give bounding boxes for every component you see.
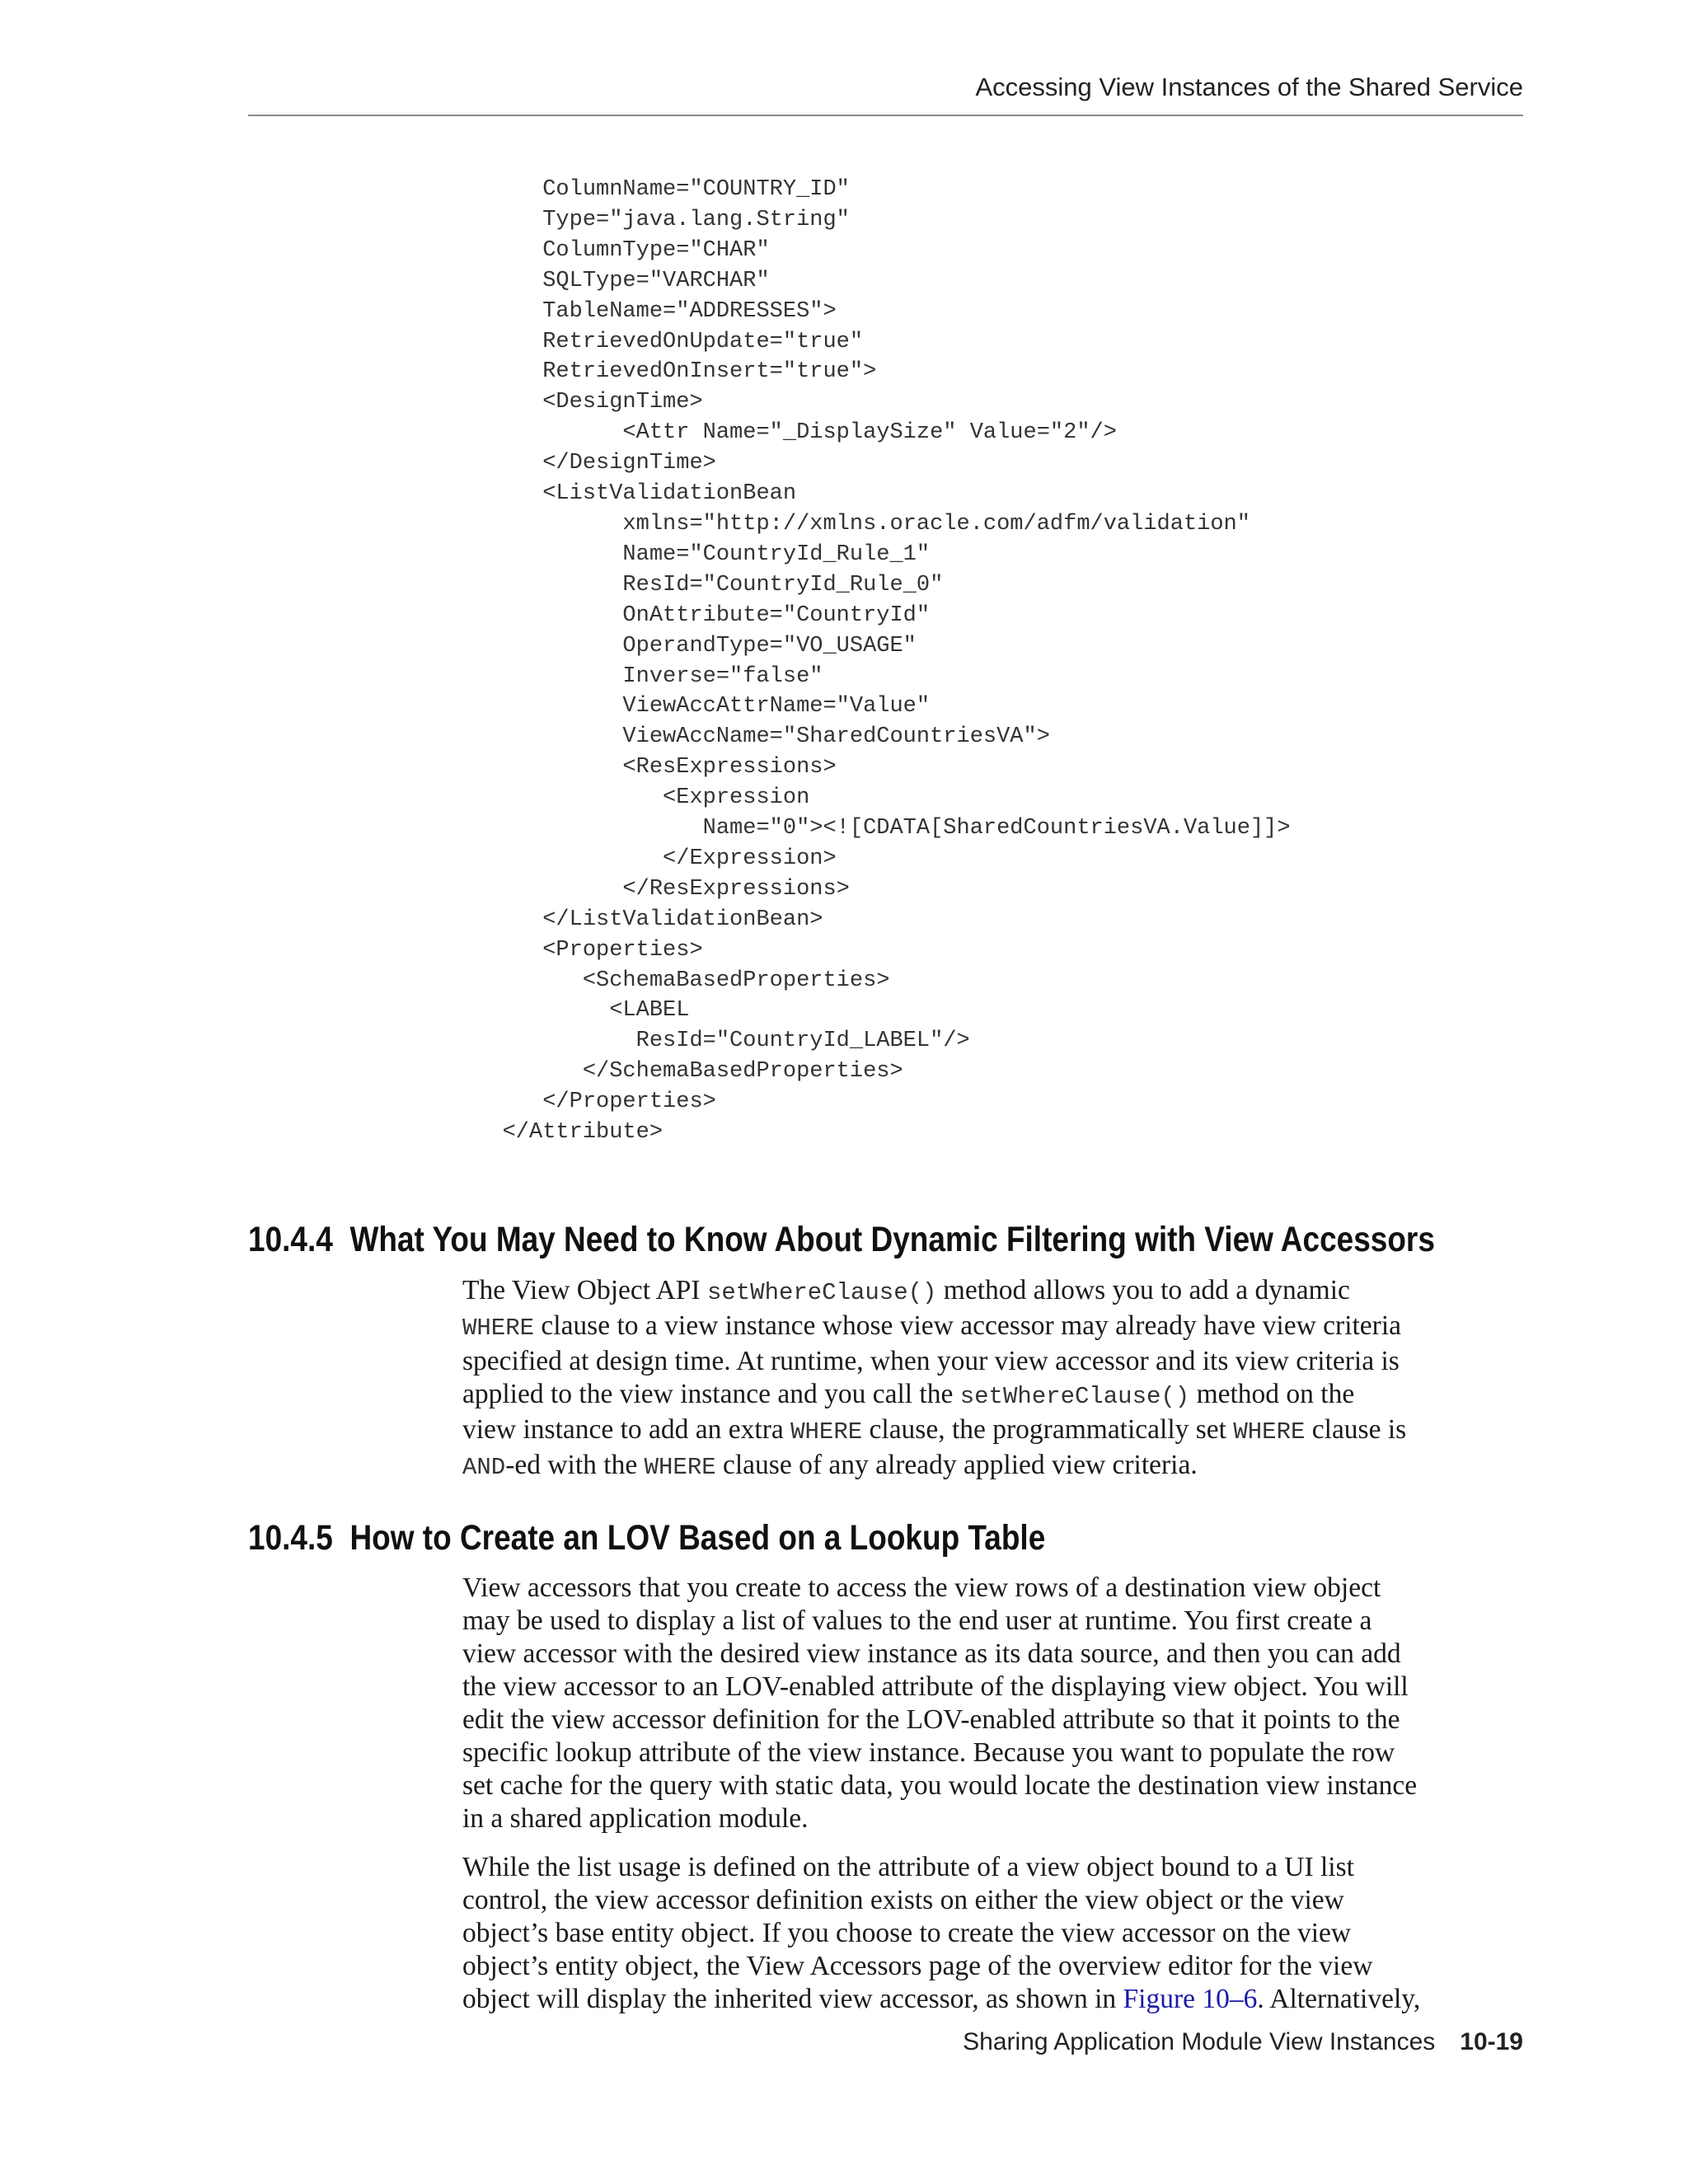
code-line: ResId="CountryId_LABEL"/> [462,1029,970,1054]
text-line: may be used to display a list of values to the end user at runtime. You first create a [462,1605,1372,1636]
code-line: Inverse="false" [462,663,823,689]
text-line: set cache for the query with static data, you would locate the destination view instance [462,1770,1418,1801]
code-line: </ResExpressions> [462,876,850,902]
code-line: <DesignTime> [462,390,703,415]
section-number: 10.4.4 [248,1220,333,1259]
text-run: clause to a view instance whose view accessor may already have view criteria [534,1310,1402,1341]
code-line: <Properties> [462,937,703,963]
text-line: specific lookup attribute of the view instance. Because you want to populate the row [462,1737,1395,1768]
text-run: method on the [1189,1379,1355,1409]
code-block [462,175,1291,1148]
text-line: in a shared application module. [462,1803,809,1834]
code-term: setWhereClause() [706,1279,937,1306]
section-heading-10-4-4 [248,1220,1435,1260]
footer-page-number: 10-19 [1460,2028,1523,2055]
code-term: WHERE [644,1454,716,1481]
code-line: ColumnName="COUNTRY_ID" [462,177,850,202]
text-line: While the list usage is defined on the attribute of a view object bound to a UI list [462,1852,1354,1882]
code-line: </Properties> [462,1090,716,1115]
text-run: clause, the programmatically set [862,1414,1234,1445]
code-line: </Attribute> [462,1120,663,1146]
code-line: OperandType="VO_USAGE" [462,633,917,658]
code-line: <ResExpressions> [462,755,837,780]
text-line [462,1274,1534,1310]
text-line [462,1378,1534,1413]
code-line: </ListValidationBean> [462,907,823,932]
text-line [462,1413,1534,1449]
code-line: RetrievedOnInsert="true"> [462,359,877,385]
code-line: OnAttribute="CountryId" [462,602,931,628]
text-line: object’s base entity object. If you choose to create the view accessor on the view [462,1918,1352,1948]
paragraph-dynamic-filtering [462,1274,1534,1484]
running-header-title: Accessing View Instances of the Shared Service [975,73,1523,101]
section-title: How to Create an LOV Based on a Lookup Table [349,1518,1046,1558]
code-line: <Attr Name="_DisplaySize" Value="2"/> [462,420,1117,446]
text-run: object will display the inherited view accessor, as shown in [462,1984,1123,2014]
text-line: edit the view accessor definition for the LOV-enabled attribute so that it points to the [462,1704,1400,1735]
text-run: . Alternatively, [1257,1984,1421,2014]
code-line: </Expression> [462,846,837,871]
section-heading-10-4-5 [248,1518,1045,1558]
paragraph-list-usage [462,1851,1534,2016]
code-term: WHERE [1233,1418,1306,1446]
text-run: applied to the view instance and you call the [462,1379,960,1409]
code-line: </SchemaBasedProperties> [462,1059,903,1085]
code-line: RetrievedOnUpdate="true" [462,329,864,354]
paragraph-lov-intro [462,1572,1534,1835]
text-line: View accessors that you create to access the view rows of a destination view object [462,1572,1381,1603]
code-line: SQLType="VARCHAR" [462,268,770,293]
code-term: WHERE [462,1315,535,1342]
text-run: clause of any already applied view criteria. [715,1450,1198,1480]
header-rule [248,115,1523,116]
code-line: <LABEL [462,998,690,1024]
text-line: view accessor with the desired view instance as its data source, and then you can add [462,1638,1401,1669]
code-line: Type="java.lang.String" [462,207,850,232]
code-line: <ListValidationBean [462,481,797,507]
code-line: </DesignTime> [462,451,716,476]
text-line [462,1345,1534,1378]
text-line [462,1310,1534,1345]
figure-link[interactable]: Figure 10–6 [1123,1984,1258,2014]
text-line [462,1449,1534,1484]
page-footer [248,2028,1523,2056]
code-line: ViewAccAttrName="Value" [462,694,931,719]
text-line [462,1983,1534,2016]
text-run: view instance to add an extra [462,1414,791,1445]
code-term: WHERE [790,1418,863,1446]
code-line: xmlns="http://xmlns.oracle.com/adfm/validation" [462,511,1250,537]
code-line: TableName="ADDRESSES"> [462,298,837,324]
footer-chapter-title: Sharing Application Module View Instances [963,2028,1436,2055]
text-run: specified at design time. At runtime, when your view accessor and its view criteria is [462,1346,1400,1376]
text-run: -ed with the [505,1450,645,1480]
code-term: setWhereClause() [959,1383,1190,1410]
code-line: Name="CountryId_Rule_1" [462,541,931,567]
section-number: 10.4.5 [248,1518,333,1558]
code-line: ColumnType="CHAR" [462,237,770,263]
text-line: control, the view accessor definition exists on either the view object or the view [462,1885,1344,1915]
text-line: the view accessor to an LOV-enabled attribute of the displaying view object. You will [462,1671,1409,1702]
text-line: object’s entity object, the View Accessors page of the overview editor for the view [462,1951,1373,1981]
text-run: clause is [1305,1414,1407,1445]
code-line: ResId="CountryId_Rule_0" [462,572,944,598]
code-line: <Expression [462,785,810,811]
section-title: What You May Need to Know About Dynamic Filtering with View Accessors [349,1220,1435,1259]
code-term: AND [462,1454,506,1481]
text-run: method allows you to add a dynamic [936,1275,1350,1305]
code-line: <SchemaBasedProperties> [462,968,890,993]
code-line: Name="0"><![CDATA[SharedCountriesVA.Value]]> [462,816,1291,841]
code-line: ViewAccName="SharedCountriesVA"> [462,724,1050,750]
text-run: The View Object API [462,1275,707,1305]
